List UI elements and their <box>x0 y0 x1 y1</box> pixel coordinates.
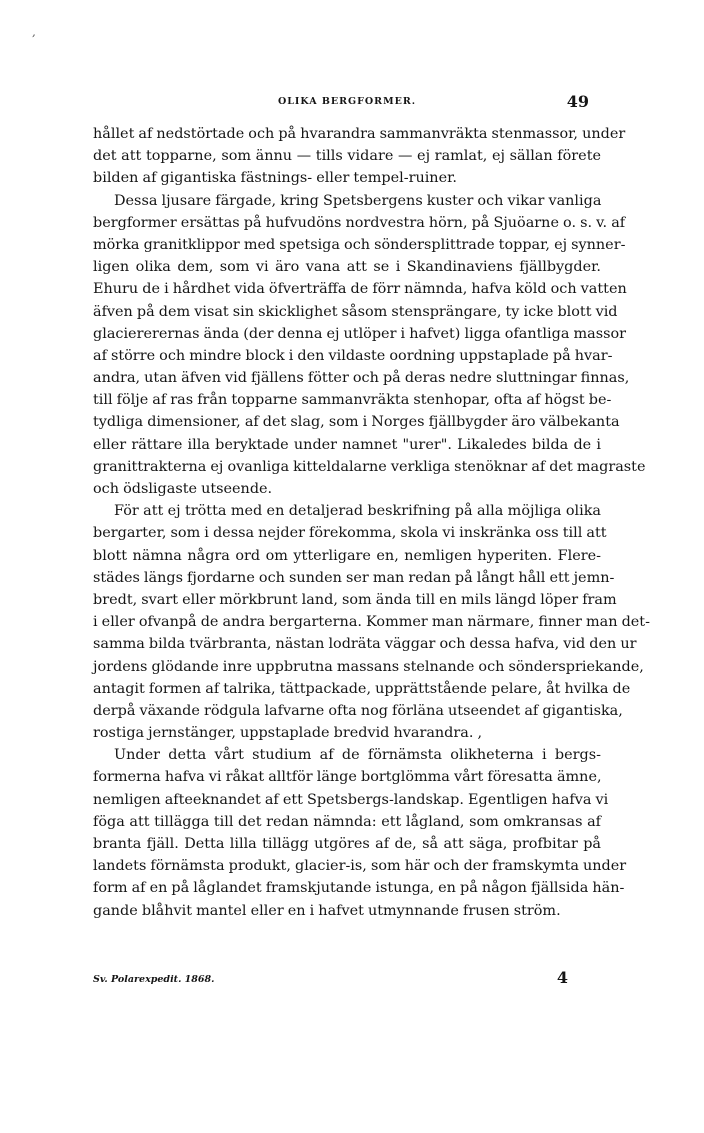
text-line: form af en på låglandet framskjutande istunga, en på någon fjällsida hän- <box>93 880 625 897</box>
text-line: ligen olika dem, som vi äro vana att se i Skandinaviens fjällbygder. <box>93 259 601 276</box>
text-line: Dessa ljusare färgade, kring Spetsbergens kuster och vikar vanliga <box>114 192 602 209</box>
page-number: 49 <box>566 92 589 111</box>
text-line: rostiga jernstänger, uppstaplade bredvid hvarandra. , <box>93 725 483 742</box>
text-line: blott nämna några ord om ytterligare en, nemligen hyperiten. Flere- <box>93 547 601 564</box>
text-line: glaciererernas ända (der denna ej utlöper i hafvet) ligga ofantliga massor <box>93 325 627 342</box>
text-line: och ödsligaste utseende. <box>93 481 273 497</box>
text-line: landets förnämsta produkt, glacier-is, som här och der framskymta under <box>93 858 627 875</box>
body-text <box>93 123 650 922</box>
stray-mark: ‚ <box>32 26 36 39</box>
text-line: derpå växande rödgula lafvarne ofta nog förläna utseendet af gigantiska, <box>93 702 623 719</box>
text-line: Under detta vårt studium af de förnämsta olikheterna i bergs- <box>114 747 601 764</box>
signature-mark: 4 <box>556 968 568 987</box>
text-line: bergformer ersättas på hufvudöns nordvestra hörn, på Sjuöarne o. s. v. af <box>93 214 626 231</box>
text-line: andra, utan äfven vid fjällens fötter och på deras nedre sluttningar finnas, <box>93 370 630 387</box>
text-line: branta fjäll. Detta lilla tillägg utgöres af de, så att säga, profbitar på <box>93 836 601 852</box>
text-line: af större och mindre block i den vildaste oordning uppstaplade på hvar- <box>93 347 613 364</box>
text-line: För att ej trötta med en detaljerad beskrifning på alla möjliga olika <box>114 503 601 520</box>
text-line: nemligen afteeknandet af ett Spetsbergs-landskap. Egentligen hafva vi <box>93 791 609 808</box>
text-line: i eller ofvanpå de andra bergarterna. Kommer man närmare, finner man det- <box>93 614 650 631</box>
text-line: eller rättare illa beryktade under namnet "urer". Likaledes bilda de i <box>93 436 601 453</box>
text-line: städes längs fjordarne och sunden ser man redan på långt håll ett jemn- <box>93 569 615 586</box>
text-line: föga att tillägga till det redan nämnda: ett lågland, som omkransas af <box>93 813 601 830</box>
text-line: till följe af ras från topparne sammanvräkta stenhopar, ofta af högst be- <box>93 392 612 409</box>
text-line: jordens glödande inre uppbrutna massans stelnande och sönderspriekande, <box>93 658 644 675</box>
running-title: OLIKA BERGFORMER. <box>277 96 417 107</box>
text-line: bergarter, som i dessa nejder förekomma, skola vi inskränka oss till att <box>93 525 607 542</box>
footer-source: Sv. Polarexpedit. 1868. <box>93 974 215 985</box>
page-header <box>93 92 601 118</box>
text-line: gande blåhvit mantel eller en i hafvet utmynnande frusen ström. <box>93 902 561 919</box>
text-line: bilden af gigantiska fästnings- eller tempel-ruiner. <box>93 170 457 187</box>
text-line: mörka granitklippor med spetsiga och söndersplittrade toppar, ej synner- <box>93 236 626 253</box>
page-footer <box>93 966 601 990</box>
text-line: hållet af nedstörtade och på hvarandra sammanvräkta stenmassor, under <box>93 126 626 142</box>
text-line: tydliga dimensioner, af det slag, som i Norges fjällbygder äro välbekanta <box>93 414 620 431</box>
text-line: samma bilda tvärbranta, nästan lodräta väggar och dessa hafva, vid den ur <box>93 636 637 653</box>
text-line: antagit formen af talrika, tättpackade, upprättstående pelare, åt hvilka de <box>93 680 631 697</box>
text-line: det att topparne, som ännu — tills vidare — ej ramlat, ej sällan förete <box>93 148 601 165</box>
text-line: Ehuru de i hårdhet vida öfverträffa de förr nämnda, hafva köld och vatten <box>93 281 627 298</box>
text-line: bredt, svart eller mörkbrunt land, som ända till en mils längd löper fram <box>93 591 617 608</box>
text-line: formerna hafva vi råkat alltför länge bortglömma vårt föresatta ämne, <box>93 769 602 786</box>
text-line: äfven på dem visat sin skicklighet såsom stensprängare, ty icke blott vid <box>93 303 618 320</box>
text-line: granittrakterna ej ovanliga kitteldalarne verkliga stenöknar af det magraste <box>93 458 646 475</box>
